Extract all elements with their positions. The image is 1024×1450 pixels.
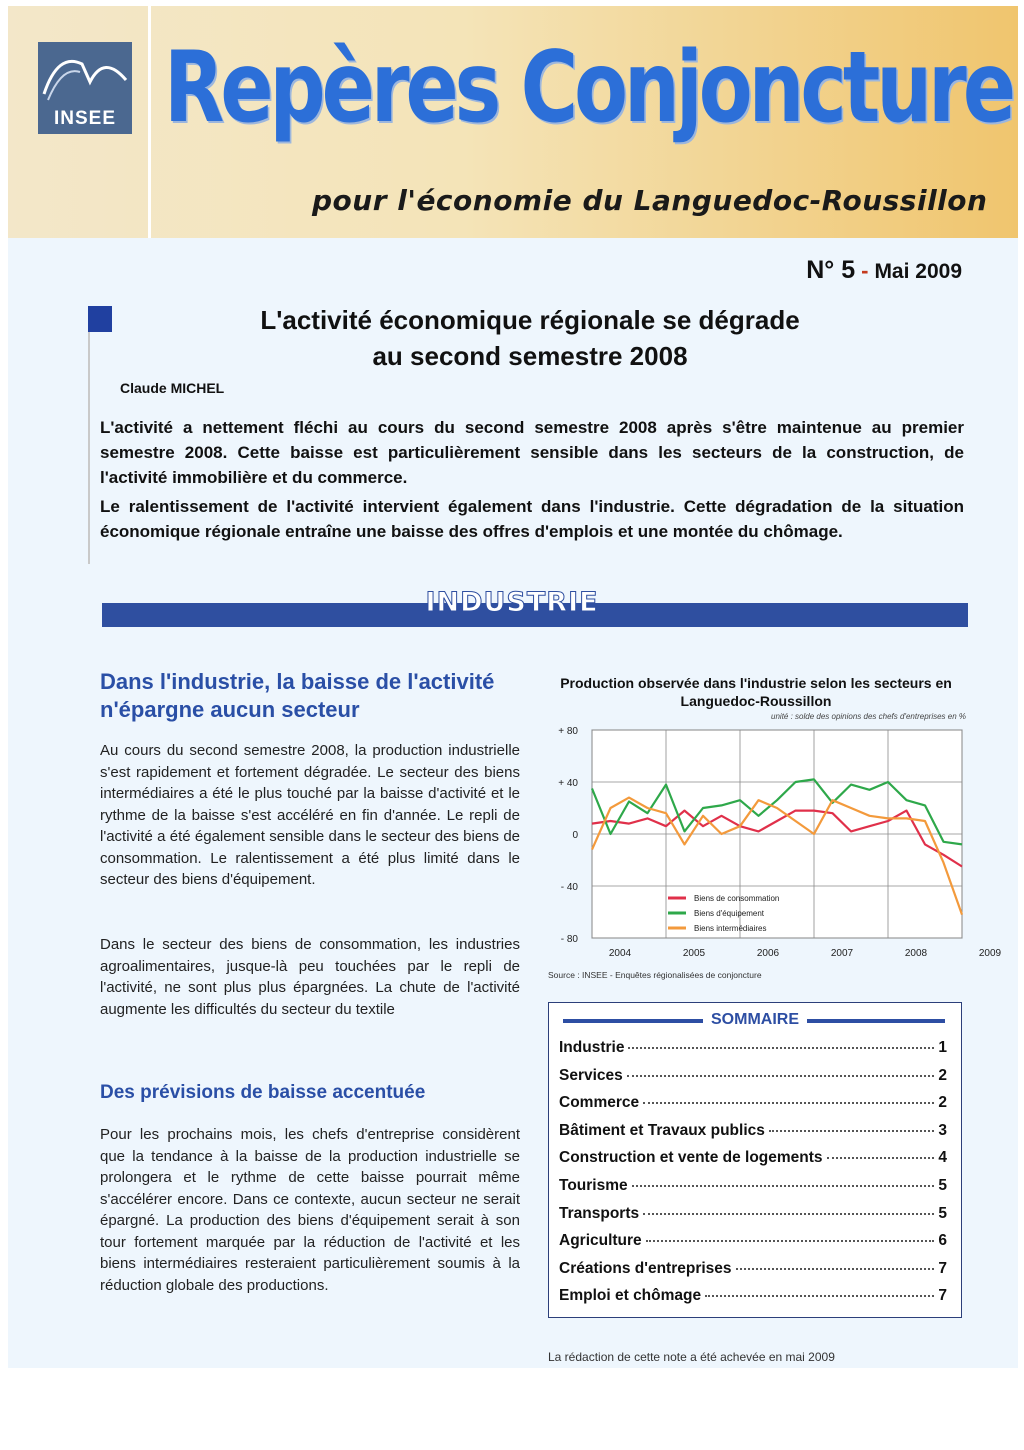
issue-number: N° 5 — [806, 256, 856, 284]
y-tick-label: - 40 — [560, 882, 578, 893]
x-tick-label: 2008 — [904, 948, 928, 959]
sommaire-item-label: Construction et vente de logements — [559, 1149, 823, 1167]
y-tick-label: + 40 — [558, 778, 578, 789]
sommaire-item-label: Industrie — [559, 1039, 625, 1056]
x-tick-label: 2005 — [682, 948, 706, 959]
sommaire-item-label: Tourisme — [559, 1176, 628, 1194]
sommaire-list — [559, 1039, 947, 1315]
sommaire-item[interactable] — [559, 1232, 947, 1260]
y-tick-label: + 80 — [558, 726, 578, 737]
sommaire-item-page: 7 — [938, 1287, 947, 1305]
body-paragraph-3: Pour les prochains mois, les chefs d'entreprise considèrent que la tendance à la baisse de la production industrielle se prolongera et le rythme de cette baisse pourrait même s'accélérer encore. Dans ce contexte, aucun secteur ne serait épargné. La production des biens d'équipement serait à son tour fortement marquée par la réduction de l'activité et les biens intermédiaires resteraient particulièrement soumis à la réduction globale des productions. — [100, 1126, 520, 1294]
footnote: La rédaction de cette note a été achevée en mai 2009 — [548, 1350, 835, 1364]
sommaire-item-page: 7 — [938, 1259, 947, 1277]
sommaire-item-page: 3 — [938, 1121, 947, 1139]
sommaire-item[interactable] — [559, 1260, 947, 1288]
lead-paragraph-1: L'activité a nettement fléchi au cours du second semestre 2008 après s'être maintenue au premier semestre 2008. Cette baisse est particulièrement sensible dans les secteurs de la construction, de l'activité immobilière et du commerce. — [100, 418, 964, 487]
sommaire-title: SOMMAIRE — [703, 1011, 807, 1029]
sommaire-item-page: 2 — [938, 1094, 947, 1112]
logo-text: INSEE — [53, 108, 117, 129]
sommaire-leader-dots — [646, 1240, 935, 1242]
production-chart — [540, 722, 1002, 966]
sommaire-leader-dots — [736, 1268, 935, 1270]
sommaire-item-page: 6 — [938, 1232, 947, 1250]
chart-unit: unité : solde des opinions des chefs d'entreprises en % — [771, 712, 966, 721]
legend-label: Biens intermédiaires — [694, 924, 767, 933]
sommaire-leader-dots — [705, 1295, 934, 1297]
y-tick-label: 0 — [572, 830, 578, 841]
publication-title: Repères Conjoncture — [164, 31, 1012, 145]
sommaire-leader-dots — [643, 1102, 934, 1104]
author: Claude MICHEL — [120, 380, 225, 396]
sommaire-item[interactable] — [559, 1122, 947, 1150]
banner-divider — [148, 6, 151, 238]
title-rule — [88, 332, 90, 564]
x-tick-label: 2006 — [756, 948, 780, 959]
sommaire-item-label: Bâtiment et Travaux publics — [559, 1121, 765, 1139]
masthead-banner — [8, 6, 1018, 238]
sommaire-leader-dots — [769, 1130, 935, 1132]
section-heading-2: Des prévisions de baisse accentuée — [100, 1082, 426, 1103]
sommaire-box — [548, 1002, 962, 1318]
issue-info — [806, 256, 962, 285]
sommaire-header — [549, 1011, 961, 1031]
section-heading-1: Dans l'industrie, la baisse de l'activité n'épargne aucun secteur — [100, 669, 495, 722]
sommaire-item-page: 1 — [938, 1039, 947, 1056]
x-tick-label: 2007 — [830, 948, 854, 959]
sommaire-item[interactable] — [559, 1067, 947, 1095]
sommaire-item-label: Créations d'entreprises — [559, 1259, 732, 1277]
legend-label: Biens de consommation — [694, 894, 780, 903]
article-title-line-1: L'activité économique régionale se dégrade — [260, 305, 800, 335]
title-marker — [88, 306, 112, 332]
issue-separator: - — [861, 258, 869, 283]
legend-label: Biens d'équipement — [694, 909, 765, 918]
x-tick-label: 2009 — [978, 948, 1002, 959]
article-title-line-2: au second semestre 2008 — [372, 341, 688, 371]
sommaire-item-label: Commerce — [559, 1094, 640, 1112]
sommaire-item[interactable] — [559, 1149, 947, 1177]
sommaire-item-label: Transports — [559, 1204, 640, 1222]
sommaire-item[interactable] — [559, 1177, 947, 1205]
article-title — [180, 302, 880, 374]
sommaire-item-page: 5 — [938, 1176, 947, 1194]
lead-paragraph-2: Le ralentissement de l'activité intervient également dans l'industrie. Cette dégradation de la situation économique régionale entraîne une baisse des offres d'emplois et une montée du chômage. — [100, 497, 964, 541]
insee-logo — [38, 42, 132, 134]
sommaire-leader-dots — [628, 1047, 934, 1049]
body-paragraph-1: Au cours du second semestre 2008, la production industrielle s'est rapidement et fortement dégradée. Le secteur des biens intermédiaires a été le plus touché par la baisse d'activité et le rythme de la baisse s'est accéléré en fin d'année. Le repli de l'activité a été également sensible dans le secteur des biens de consommation. Le ralentissement a été plus limité dans le secteur des biens d'équipement. — [100, 742, 520, 888]
body-paragraph-2: Dans le secteur des biens de consommation, les industries agroalimentaires, jusque-là peu touchées par le repli de l'activité, ne sont plus plus épargnées. La chute de l'activité augmente les difficultés du secteur du textile — [100, 936, 520, 1018]
sommaire-leader-dots — [627, 1075, 935, 1077]
sommaire-item-page: 4 — [938, 1149, 947, 1167]
chart-title: Production observée dans l'industrie selon les secteurs en Languedoc-Roussillon — [560, 675, 952, 709]
sommaire-item[interactable] — [559, 1094, 947, 1122]
issue-date: Mai 2009 — [874, 260, 962, 283]
chart-source: Source : INSEE - Enquêtes régionalisées de conjoncture — [548, 970, 762, 980]
publication-subtitle: pour l'économie du Languedoc-Roussillon — [312, 184, 988, 217]
sommaire-leader-dots — [643, 1213, 934, 1215]
sommaire-item-label: Emploi et chômage — [559, 1287, 702, 1305]
y-tick-label: - 80 — [560, 934, 578, 945]
sommaire-item-label: Agriculture — [559, 1232, 642, 1250]
section-title: INDUSTRIE — [425, 587, 599, 618]
sommaire-item[interactable] — [559, 1287, 947, 1315]
x-tick-label: 2004 — [608, 948, 632, 959]
sommaire-item-page: 5 — [938, 1204, 947, 1222]
sommaire-leader-dots — [827, 1157, 935, 1159]
sommaire-item-page: 2 — [938, 1066, 947, 1084]
sommaire-item-label: Services — [559, 1066, 623, 1084]
sommaire-item[interactable] — [559, 1039, 947, 1067]
sommaire-leader-dots — [632, 1185, 935, 1187]
sommaire-item[interactable] — [559, 1205, 947, 1233]
